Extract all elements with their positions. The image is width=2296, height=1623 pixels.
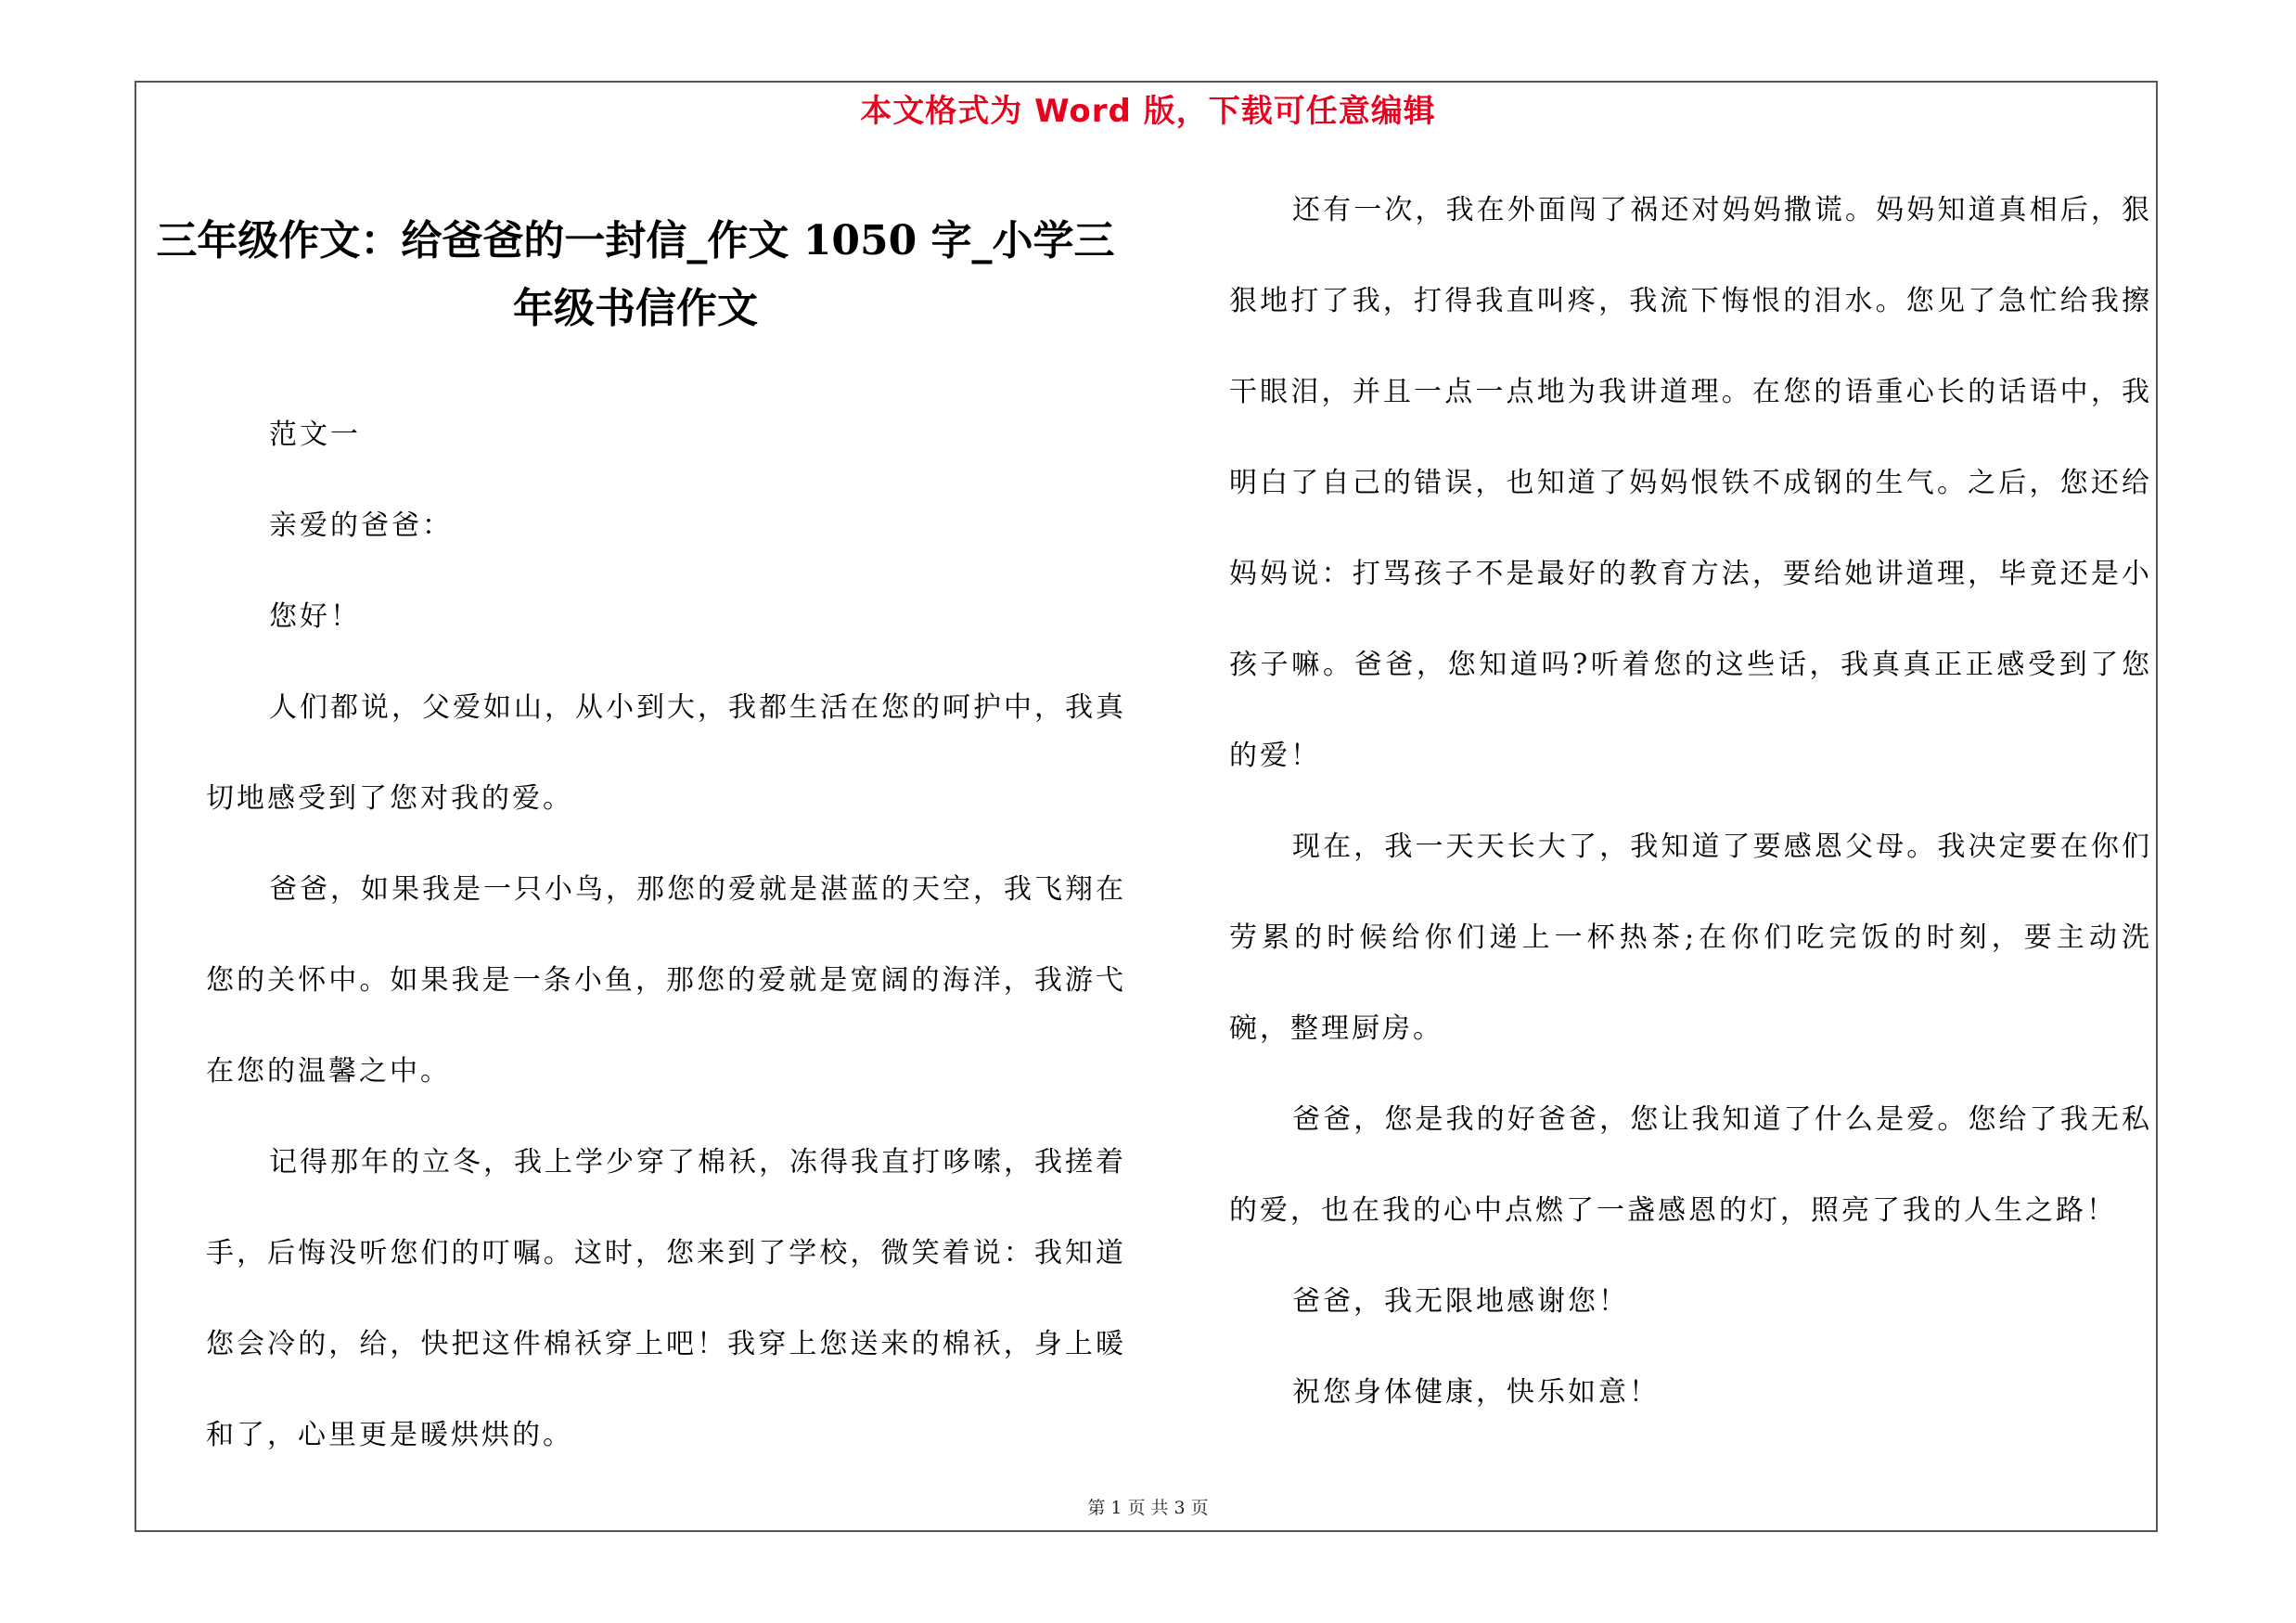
paragraph-body-3: 记得那年的立冬，我上学少穿了棉袄，冻得我直打哆嗦，我搓着手，后悔没听您们的叮嘱。这时，您来到了学校，微笑着说：我知道您会冷的，给，快把这件棉袄穿上吧！我穿上您送来的棉袄，身上暖和了，心里更是暖烘烘的。 — [206, 1146, 1126, 1451]
paragraph-thanks: 爸爸，我无限地感谢您！ — [1292, 1285, 1629, 1318]
paragraph-hello: 您好！ — [269, 600, 361, 633]
paragraph-sample-label: 范文一 — [269, 419, 361, 451]
page-number: 第 1 页 共 3 页 — [1087, 1498, 1209, 1518]
document-title: 三年级作文：给爸爸的一封信_作文 1050 字_小学三年级书信作文 — [156, 217, 1115, 332]
paragraph-body-5: 现在，我一天天长大了，我知道了要感恩父母。我决定要在你们劳累的时候给你们递上一杯热茶;在你们吃完饭的时刻，要主动洗碗，整理厨房。 — [1229, 831, 2152, 1045]
paragraph-greeting: 亲爱的爸爸： — [269, 509, 453, 542]
edit-notice-banner: 本文格式为 Word 版，下载可任意编辑 — [860, 93, 1436, 130]
paragraph-body-4: 还有一次，我在外面闯了祸还对妈妈撒谎。妈妈知道真相后，狠狠地打了我，打得我直叫疼，我流下悔恨的泪水。您见了急忙给我擦干眼泪，并且一点一点地为我讲道理。在您的语重心长的话语中，我明白了自己的错误，也知道了妈妈恨铁不成钢的生气。之后，您还给妈妈说：打骂孩子不是最好的教育方法，要给她讲道理，毕竟还是小孩子嘛。爸爸，您知道吗?听着您的这些话，我真真正正感受到了您的爱！ — [1229, 194, 2152, 772]
paragraph-wishes: 祝您身体健康，快乐如意！ — [1292, 1376, 1660, 1409]
paragraph-body-2: 爸爸，如果我是一只小鸟，那您的爱就是湛蓝的天空，我飞翔在您的关怀中。如果我是一条小鱼，那您的爱就是宽阔的海洋，我游弋在您的温馨之中。 — [206, 873, 1126, 1088]
paragraph-body-6: 爸爸，您是我的好爸爸，您让我知道了什么是爱。您给了我无私的爱，也在我的心中点燃了一盏感恩的灯，照亮了我的人生之路！ — [1229, 1103, 2152, 1227]
paragraph-body-1: 人们都说，父爱如山，从小到大，我都生活在您的呵护中，我真切地感受到了您对我的爱。 — [206, 691, 1126, 815]
